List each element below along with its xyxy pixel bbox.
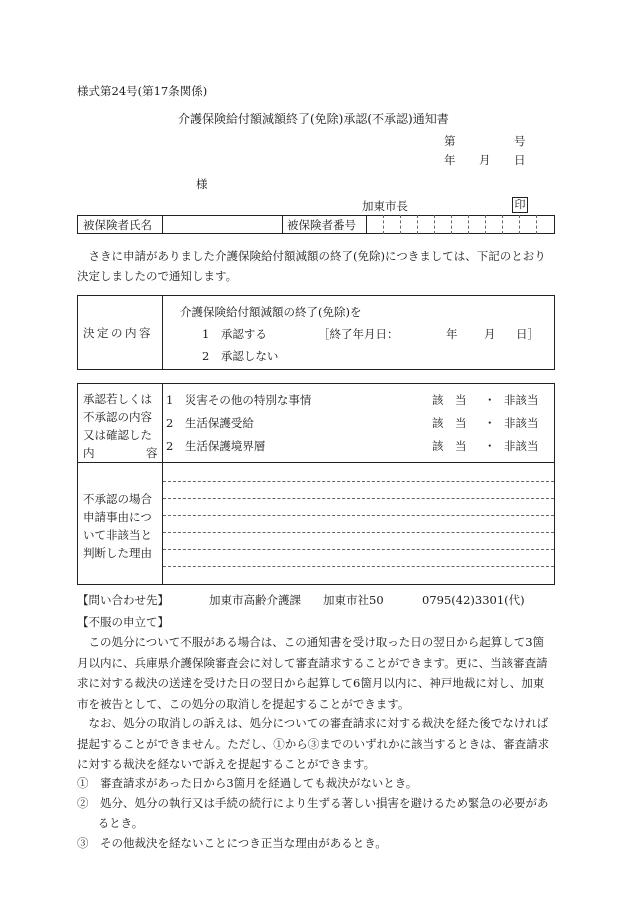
decision-heading: 介護保険給付額減額の終了(免除)を — [180, 305, 362, 319]
contact-label: 【問い合わせ先】 — [77, 593, 169, 607]
number-suffix: 号 — [514, 134, 526, 148]
appeal-item: ① 審査請求があった日から3箇月を経過しても裁決がないとき。 — [77, 776, 418, 790]
end-date-label: ［終了年月日： — [318, 327, 399, 341]
number-prefix: 第 — [444, 134, 456, 148]
end-date-year: 年 — [446, 327, 458, 341]
date-day: 日 — [514, 153, 526, 167]
contact-address: 加東市社50 — [323, 593, 384, 607]
insured-name-label: 被保険者氏名 — [83, 218, 152, 232]
date-month: 月 — [479, 153, 491, 167]
decision-option-reject: 2 承認しない — [202, 349, 279, 363]
issuer: 加東市長 — [362, 199, 408, 213]
contact-department: 加東市高齢介護課 — [209, 593, 301, 607]
end-date-day: 日］ — [516, 327, 539, 341]
appeal-label: 【不服の申立て】 — [77, 615, 169, 629]
decision-option-approve: 1 承認する — [202, 327, 267, 341]
date-year: 年 — [444, 153, 456, 167]
appeal-item: ③ その他裁決を経ないことにつき正当な理由があるとき。 — [77, 836, 387, 850]
insured-number-label: 被保険者番号 — [287, 218, 356, 232]
seal-mark: 印 — [512, 197, 528, 213]
appeal-paragraph-2: なお、処分の取消しの訴えは、処分についての審査請求に対する裁決を経た後でなければ提起することができません。ただし、①から③までのいずれかに該当するときは、審査請求に対する裁決を経ないで訴えを提起することができます。 — [77, 716, 550, 771]
addressee-suffix: 様 — [196, 177, 208, 191]
appeal-paragraph-1: この処分について不服がある場合は、この通知書を受け取った日の翌日から起算して3箇月以内に、兵庫県介護保険審査会に対して審査請求することができます。更に、当該審査請求に対する裁決の送達を受けた日の翌日から起算して6箇月以内に、神戸地裁に対し、加東市を被告として、この処分の取消しを提起することができます。 — [77, 635, 548, 711]
appeal-item: ② 処分、処分の執行又は手続の続行により生ずる著しい損害を避けるため緊急の必要があるとき。 — [77, 796, 549, 830]
decision-label: 決定の内容 — [83, 326, 153, 340]
document-title: 介護保険給付額減額終了(免除)承認(不承認)通知書 — [178, 112, 449, 126]
contact-phone: 0795(42)3301(代) — [422, 593, 525, 607]
end-date-month: 月 — [484, 327, 496, 341]
form-number: 様式第24号(第17条関係) — [77, 84, 208, 98]
intro-text: さきに申請がありました介護保険給付額減額の終了(免除)につきましては、下記のとおり決定しましたので通知します。 — [77, 249, 546, 283]
